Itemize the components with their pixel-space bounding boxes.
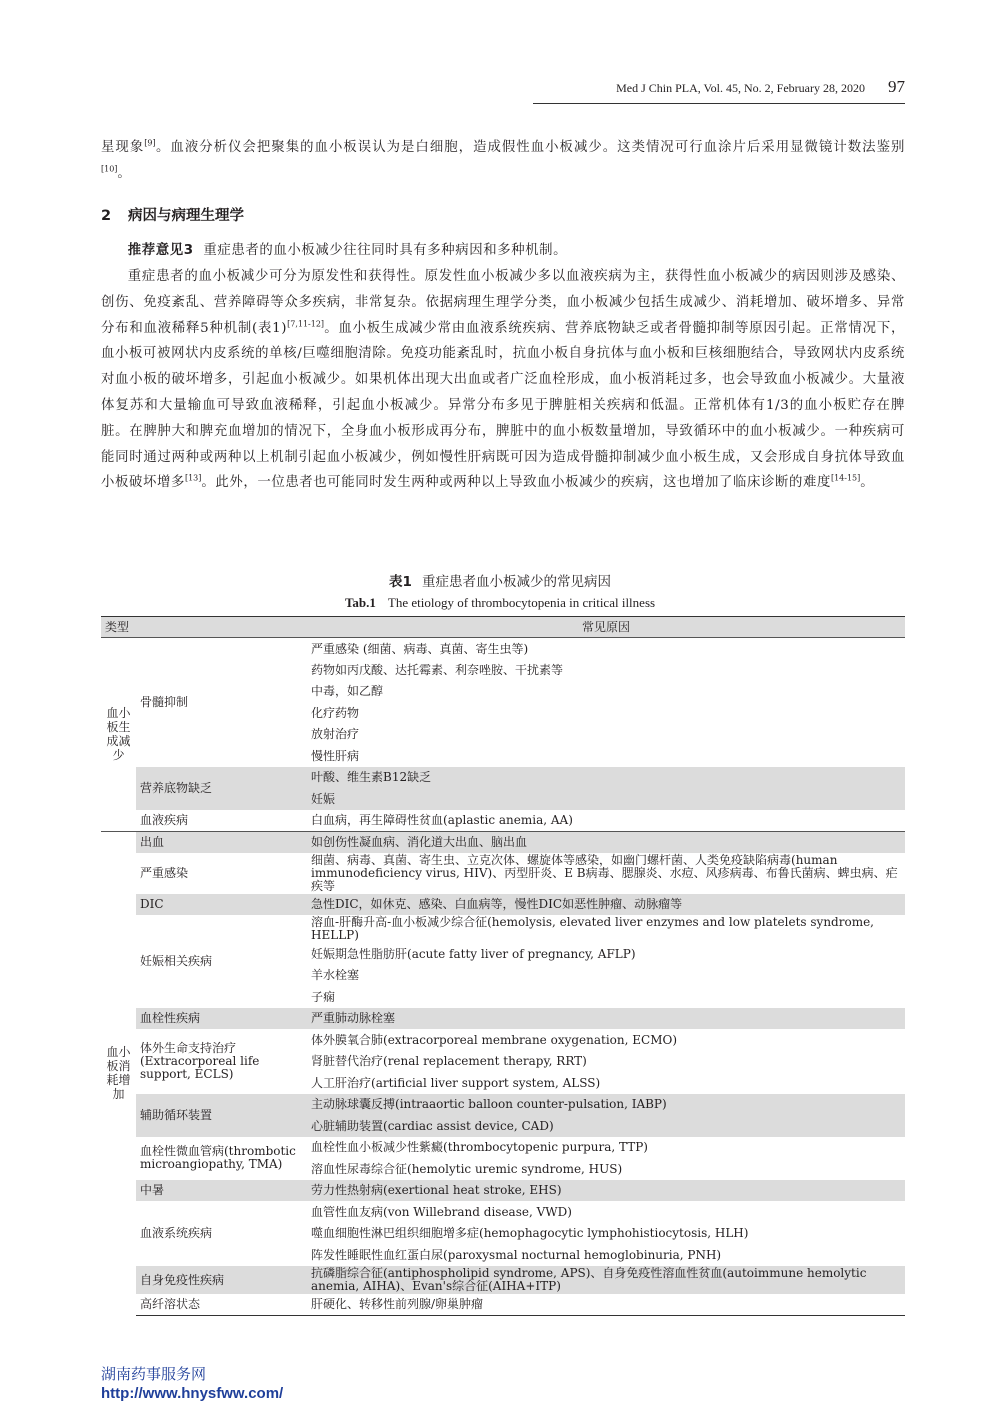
citation-ref[interactable]: [13] [184, 473, 202, 483]
col-header-type: 类型 [105, 620, 130, 634]
cause-cell: 妊娠 [307, 788, 905, 810]
category-cell: 出血 [136, 831, 307, 853]
category-cell: 高纤溶状态 [136, 1294, 307, 1316]
table-row [101, 1201, 905, 1223]
section-title: 病因与病理生理学 [128, 208, 244, 224]
category-cell: 妊娠相关疾病 [140, 954, 213, 969]
table-row [101, 1137, 905, 1159]
table-caption-en: Tab.1 The etiology of thrombocytopenia in critical illness [344, 595, 656, 610]
cause-cell: 劳力性热射病(exertional heat stroke, EHS) [307, 1180, 905, 1202]
section-number: 2 [101, 208, 112, 224]
table-row [101, 831, 905, 853]
table-row [101, 1294, 905, 1316]
cause-cell: 阵发性睡眠性血红蛋白尿(paroxysmal nocturnal hemoglobinuria, PNH) [311, 1247, 722, 1262]
footer-url[interactable]: http://www.hnysfww.com/ [101, 1385, 284, 1402]
category-cell: 血栓性疾病 [136, 1008, 307, 1030]
cause-cell: 羊水栓塞 [311, 968, 360, 983]
category-cell: 营养底物缺乏 [136, 767, 307, 810]
cause-cell: 人工肝治疗(artificial liver support system, ALSS) [311, 1075, 601, 1090]
table-row [101, 767, 905, 789]
cause-cell: 如创伤性凝血病、消化道大出血、脑出血 [307, 831, 905, 853]
table-row [101, 1180, 905, 1202]
cause-cell: 急性DIC，如休克、感染、白血病等，慢性DIC如恶性肿瘤、动脉瘤等 [307, 894, 905, 916]
type-cell: 血小板消耗增加 [101, 831, 136, 1315]
cause-cell: 主动脉球囊反搏(intraaortic balloon counter-pulsation, IABP) [307, 1094, 905, 1116]
footer-watermark [101, 1365, 283, 1403]
cause-cell: 抗磷脂综合征(antiphospholipid syndrome, APS)、自身免疫性溶血性贫血(autoimmune hemolytic anemia, AIHA)、Evan's综合征(AIHA+ITP) [307, 1266, 905, 1294]
cause-cell: 肝硬化、转移性前列腺/卵巢肿瘤 [307, 1294, 905, 1316]
table-header-row [101, 617, 905, 638]
paragraph-etiology: 重症患者的血小板减少可分为原发性和获得性。原发性血小板减少多以血液疾病为主，获得性血小板减少的病因则涉及感染、创伤、免疫紊乱、营养障碍等众多疾病，非常复杂。依据病理生理学分类，血小板减少包括生成减少、消耗增加、破坏增多、异常分布和血液稀释5种机制(表1)[7,11-12]。血小板生成减少常由血液系统疾病、营养底物缺乏或者骨髓抑制等原因引起。正常情况下，血小板可被网状内皮系统的单核/巨噬细胞清除。免疫功能紊乱时，抗血小板自身抗体与血小板和巨核细胞结合，导致网状内皮系统对血小板的破坏增多，引起血小板减少。如果机体出现大出血或者广泛血栓形成，血小板消耗过多，也会导致血小板减少。大量液体复苏和大量输血可导致血液稀释，引起血小板减少。异常分布多见于脾脏相关疾病和低温。正常机体有1/3的血小板贮存在脾脏。在脾肿大和脾充血增加的情况下，全身血小板形成再分布，脾脏中的血小板数量增加，导致循环中的血小板减少。一种疾病可能同时通过两种或两种以上机制引起血小板减少，例如慢性肝病既可因为造成骨髓抑制减少血小板生成，又会形成自身抗体导致血小板破坏增多[13]。此外，一位患者也可能同时发生两种或两种以上导致血小板减少的疾病，这也增加了临床诊断的难度[14-15]。 [101, 269, 905, 491]
table-row [101, 810, 905, 832]
cause-cell: 药物如丙戊酸、达托霉素、利奈唑胺、干扰素等 [311, 662, 564, 677]
citation-ref[interactable]: [10] [101, 164, 118, 174]
cause-cell: 严重感染 (细菌、病毒、真菌、寄生虫等) [311, 641, 529, 656]
cause-cell: 心脏辅助装置(cardiac assist device, CAD) [307, 1115, 905, 1137]
table-row [101, 894, 905, 916]
cause-cell: 放射治疗 [311, 727, 360, 742]
journal-citation: Med J Chin PLA, Vol. 45, No. 2, February 28, 2020 [616, 81, 865, 95]
cause-cell: 血管性血友病(von Willebrand disease, VWD) [311, 1204, 572, 1219]
category-cell: 体外生命支持治疗(Extracorporeal life support, ECLS) [140, 1040, 260, 1081]
table-row [101, 1094, 905, 1116]
citation-ref[interactable]: [7,11-12] [287, 319, 325, 329]
recommendation-paragraph: 推荐意见3 重症患者的血小板减少往往同时具有多种病因和多种机制。 [127, 243, 568, 258]
cause-cell: 溶血性尿毒综合征(hemolytic uremic syndrome, HUS) [311, 1161, 623, 1176]
table-caption-cn: 表1 重症患者血小板减少的常见病因 [389, 574, 611, 590]
cause-cell: 溶血-肝酶升高-血小板减少综合征(hemolysis, elevated liver enzymes and low platelets syndrome, HELLP) [311, 915, 874, 942]
cause-cell: 妊娠期急性脂肪肝(acute fatty liver of pregnancy, AFLP) [311, 946, 636, 961]
recommendation-label: 推荐意见3 [127, 243, 194, 258]
cause-cell: 肾脏替代治疗(renal replacement therapy, RRT) [311, 1054, 587, 1069]
cause-cell: 子痫 [311, 989, 336, 1004]
category-cell: 骨髓抑制 [140, 695, 189, 710]
section-heading [101, 204, 244, 225]
cause-cell: 慢性肝病 [311, 748, 360, 763]
category-cell: 血液疾病 [140, 813, 189, 827]
type-cell: 血小板生成减少 [106, 706, 131, 763]
cause-cell: 细菌、病毒、真菌、寄生虫、立克次体、螺旋体等感染，如幽门螺杆菌、人类免疫缺陷病毒(human immunodeficiency virus, HIV)、丙型肝炎、E B病毒、腮腺炎、水痘、风疹病毒、布鲁氏菌病、蜱虫病、疟疾等 [311, 852, 898, 893]
table-row [101, 638, 905, 660]
cause-cell: 血栓性血小板减少性紫癜(thrombocytopenic purpura, TTP) [311, 1140, 648, 1155]
category-cell: 严重感染 [140, 866, 189, 880]
table-row [101, 915, 905, 943]
col-header-cause: 常见原因 [582, 620, 631, 634]
cause-cell: 叶酸、维生素B12缺乏 [307, 767, 905, 789]
category-cell: 血液系统疾病 [140, 1226, 213, 1241]
category-cell: 血栓性微血管病(thrombotic microangiopathy, TMA) [140, 1144, 296, 1171]
paragraph-continued: 星现象[9]。血液分析仪会把聚集的血小板误认为是白细胞，造成假性血小板减少。这类情况可行血涂片后采用显微镜计数法鉴别[10]。 [101, 138, 905, 181]
running-header [533, 78, 905, 104]
citation-ref[interactable]: [9] [144, 138, 156, 148]
category-cell: 自身免疫性疾病 [136, 1266, 307, 1294]
category-cell: 辅助循环装置 [136, 1094, 307, 1137]
table-row [101, 853, 905, 894]
cause-cell: 白血病，再生障碍性贫血(aplastic anemia, AA) [311, 813, 573, 827]
cause-cell: 严重肺动脉栓塞 [307, 1008, 905, 1030]
category-cell: DIC [136, 894, 307, 916]
page-number: 97 [888, 77, 905, 96]
cause-cell: 噬血细胞性淋巴组织细胞增多症(hemophagocytic lymphohistiocytosis, HLH) [311, 1226, 749, 1241]
table-row [101, 1029, 905, 1051]
table-row [101, 1008, 905, 1030]
citation-ref[interactable]: [14-15] [830, 473, 861, 483]
footer-site-name: 湖南药事服务网 [101, 1365, 207, 1383]
cause-cell: 化疗药物 [311, 705, 360, 720]
cause-cell: 中毒，如乙醇 [311, 684, 384, 699]
table-row [101, 1266, 905, 1294]
cause-cell: 体外膜氧合肺(extracorporeal membrane oxygenation, ECMO) [311, 1032, 678, 1047]
etiology-table [101, 616, 905, 1316]
category-cell: 中暑 [136, 1180, 307, 1202]
